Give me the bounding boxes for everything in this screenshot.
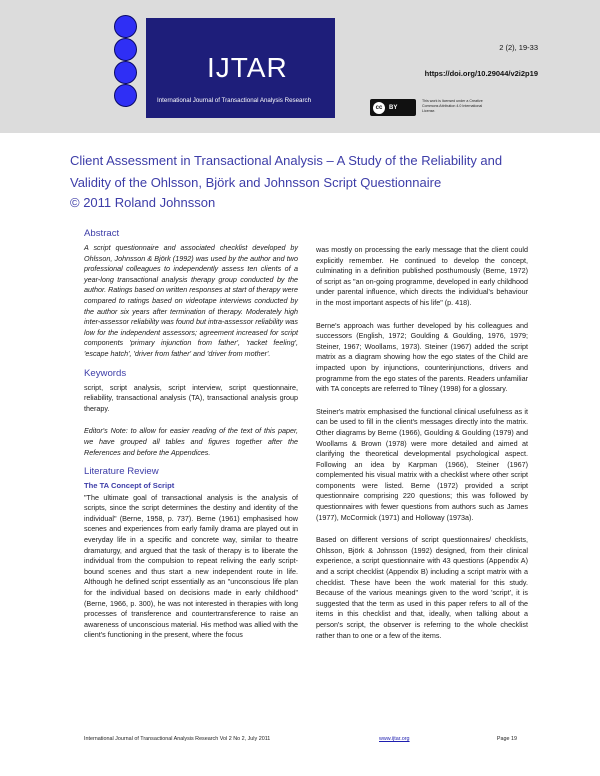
page-number: Page 19 [496, 736, 517, 742]
circle-icon [114, 84, 137, 107]
journal-header [0, 0, 600, 133]
cc-license-icon[interactable] [370, 99, 416, 116]
cc-by-label: BY [389, 104, 398, 111]
journal-logo: IJTAR [207, 52, 288, 83]
ta-script-subheading: The TA Concept of Script [84, 481, 175, 491]
right-column [316, 245, 528, 641]
volume-pages: 2 (2), 19-33 [499, 43, 538, 52]
license-text: This work is licensed under a Creative Commons Attribution 4.0 International License. [422, 99, 483, 113]
journal-subtitle: International Journal of Transactional Analysis Research [157, 97, 312, 104]
literature-text: "The ultimate goal of transactional analysis is the analysis of scripts, since the script determines the destiny and identity of the individual" (Berne, 1958, p. 737). Berne (1961) emphasised how scenes and experiences from early family drama are played out in everyday life in a specific and concrete way, similar to theatre dramaturgy, and argued that the task of therapy is to liberate the individual from the compulsion to repeat reliving the early script-bound scenes and thus start a new independent route in life. Although he defined script essentially as an "unconscious life plan for the individual based on decisions made in early childhood" (Berne, 1966, p. 300), he was not interested in therapies with long processes of transference and countertransference to raise an awareness of unconscious material. His method was allied with the client's functioning in the present, where the focus [84, 492, 298, 640]
body-paragraph-2: Berne's approach was further developed by his colleagues and successors (English, 1972; Goulding & Goulding, 1976, 1979; Steiner, 1967; Woollams, 1973). Steiner (1967) added the script matrix as a diagram showing how the ego states of the Child are impacted upon by injunctions, counterinjunctions, drivers and programme from the ego states of the parents. Readers unfamiliar with TA concepts are referred to Tilney (1998) for a glossary. [316, 320, 528, 394]
body-paragraph-3: Steiner's matrix emphasised the functional clinical usefulness as it can be used to fill in the client's messages directly into the matrix. Other diagrams by Berne (1966), Goulding & Goulding (1979) and Woollams & Brown (1978) were more detailed and aimed at clarifying the theoretical developmental psychological aspect. Following an idea by Karpman (1966), Steiner (1967) complemented his visual matrix with a checklist where other script components were listed. Berne (1972) provided a script questionnaire comprising 220 questions; this was followed by questionnaires with fewer questions from authors such as James (1977), McCormick (1971) and Holloway (1973a). [316, 406, 528, 522]
left-column [84, 227, 298, 641]
abstract-text: A script questionnaire and associated checklist developed by Ohlsson, Johnsson & Björk (1992) was used by the author and two professional colleagues to independently assess ten clients of a year-long transactional analysis therapy group conducted by the author. Ratings based on written responses at start of therapy were compared to ratings based on videotape interviews conducted by the author six years after termination of therapy. Moderately high inter-assessor reliability was found but intra-assessor reliability was low for the independent assessors; agreement increased for script components 'primary injunction from father', 'racket feeling', 'escape hatch', 'driver from father' and 'driver from mother'. [84, 243, 298, 358]
journal-banner [146, 18, 335, 118]
doi-link[interactable]: https://doi.org/10.29044/v2i2p19 [424, 69, 538, 78]
keywords-text: script, script analysis, script interview, script questionnaire, reliability, transactional analysis (TA), transactional analysis group therapy. [84, 382, 298, 413]
footer-journal: International Journal of Transactional Analysis Research Vol 2 No 2, July 2011 [84, 736, 271, 742]
abstract-heading: Abstract [84, 228, 120, 239]
body-paragraph-4: Based on different versions of script questionnaires/ checklists, Ohlsson, Björk & Johnsson (1992) designed, from their clinical experience, a script questionnaire with 43 questions (Appendix A) and a script checklist (Appendix B) including a script matrix with a checklist. These have been the work material for this study. Because of the various meanings given to the word 'script', it is suggested that the term as used in this paper refers to all of the items in this checklist and that, ideally, when talking about a person's script, the observer is referring to the whole checklist rather than to one or a few of the items. [316, 535, 528, 640]
circle-icon [114, 38, 137, 61]
literature-review-heading: Literature Review [84, 466, 159, 478]
circle-icon [114, 15, 137, 38]
article-author: © 2011 Roland Johnsson [70, 195, 216, 210]
article-title: Client Assessment in Transactional Analysis – A Study of the Reliability and Validity of the Ohlsson, Björk and Johnsson Script Questionnaire [70, 153, 503, 190]
cc-badge: cc [373, 102, 385, 114]
editors-note: Editor's Note: to allow for easier reading of the text of this paper, we have grouped all tables and figures together after the References and before the Appendices. [84, 426, 298, 457]
footer-website-link[interactable]: www.ijtar.org [379, 736, 410, 742]
page-footer [84, 736, 517, 742]
body-paragraph-1: was mostly on processing the early message that the client could explicitly remember. He continued to develop the concept, culminating in a definition published posthumously (Berne, 1972) of script as "an on-going programme, developed in early childhood under parental influence, which directs the individual's behaviour in the most important aspects of his life" (p. 418). [316, 245, 528, 307]
circle-icon [114, 61, 137, 84]
keywords-heading: Keywords [84, 367, 127, 379]
